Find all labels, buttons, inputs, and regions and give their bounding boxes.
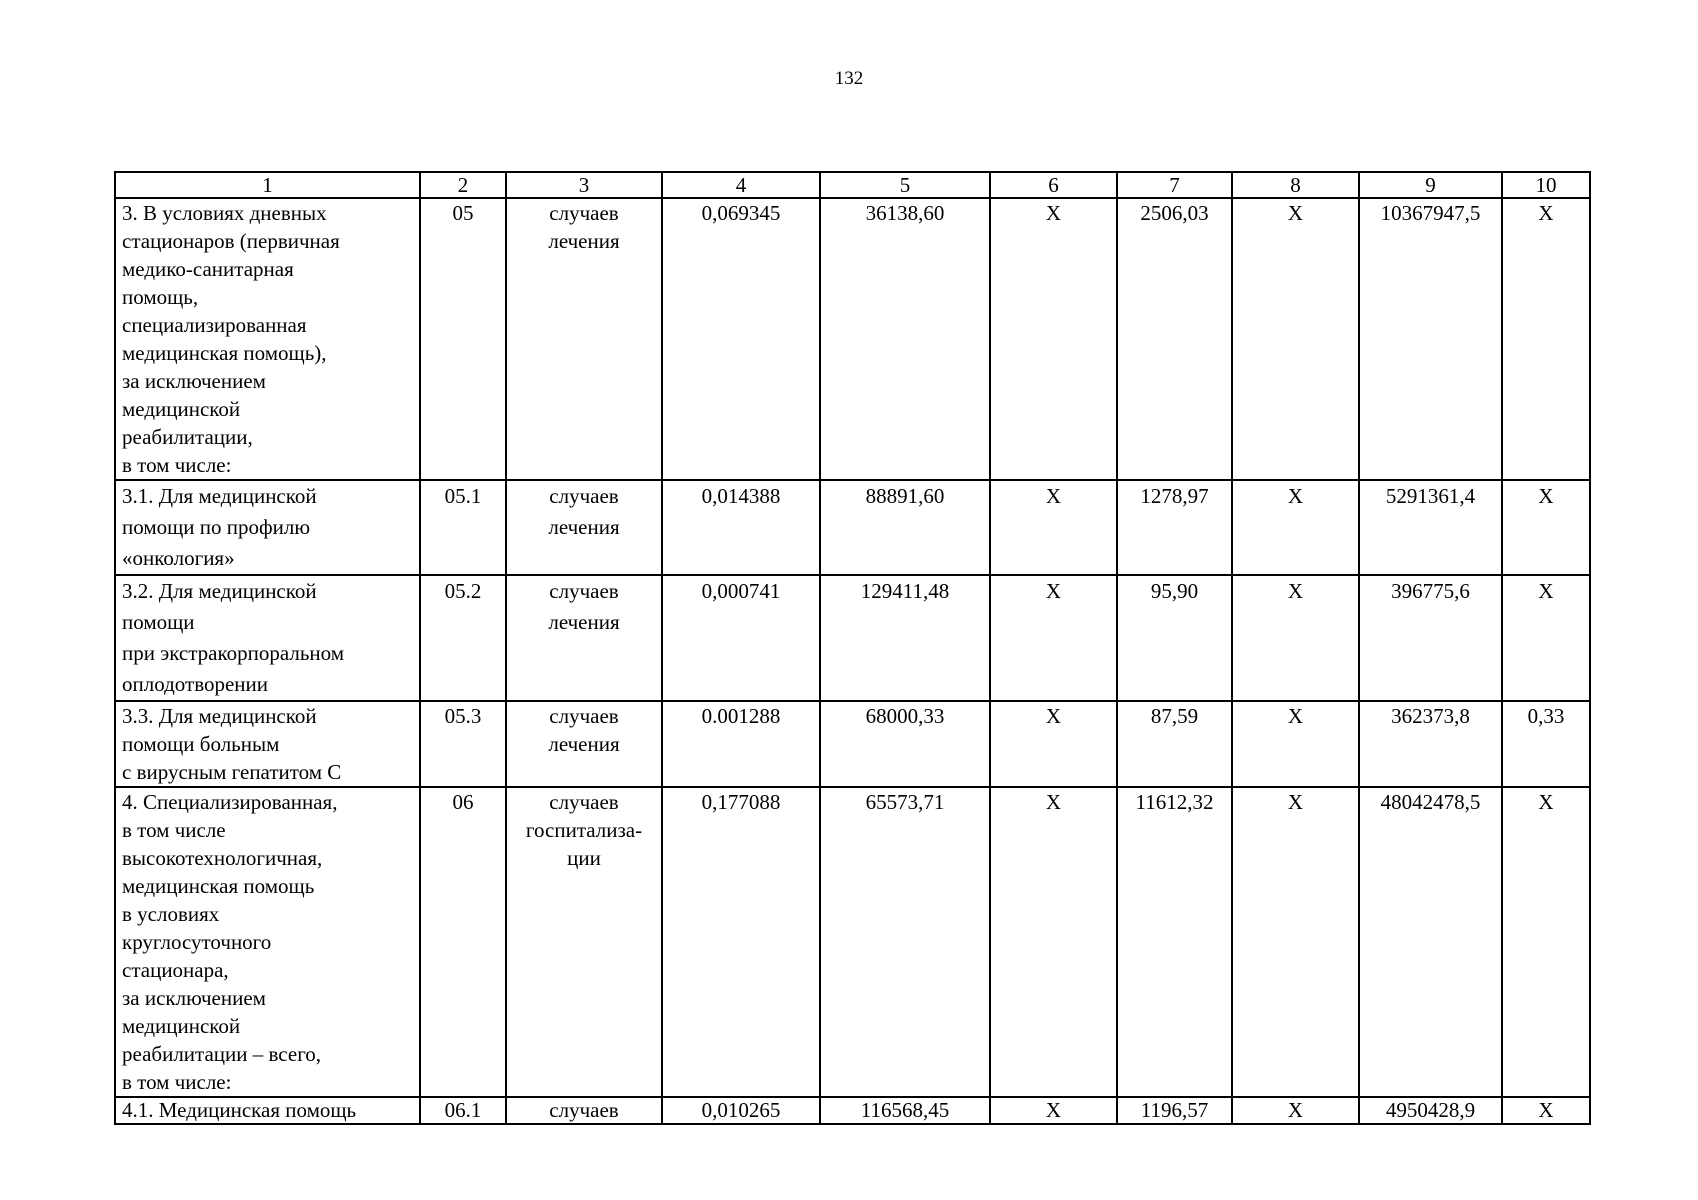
table-row <box>115 1097 1590 1124</box>
column-header-3: 3 <box>506 172 662 198</box>
column-header-2: 2 <box>420 172 506 198</box>
row-label: 4. Специализированная, в том числе высокотехнологичная, медицинская помощь в условиях круглосуточного стационара, за исключением медицинской реабилитации – всего, в том числе: <box>115 787 420 1097</box>
row-label: 4.1. Медицинская помощь <box>115 1097 420 1124</box>
row-value-4: 0,010265 <box>662 1097 820 1124</box>
row-code: 05.2 <box>420 575 506 701</box>
row-code: 05 <box>420 198 506 480</box>
row-value-7: 11612,32 <box>1117 787 1232 1097</box>
row-value-6: Х <box>990 1097 1117 1124</box>
row-value-5: 68000,33 <box>820 701 990 787</box>
row-value-8: Х <box>1232 480 1359 575</box>
column-header-1: 1 <box>115 172 420 198</box>
row-value-5: 65573,71 <box>820 787 990 1097</box>
row-value-9: 5291361,4 <box>1359 480 1502 575</box>
row-value-10: Х <box>1502 575 1590 701</box>
row-code: 06.1 <box>420 1097 506 1124</box>
row-label: 3.1. Для медицинской помощи по профилю «онкология» <box>115 480 420 575</box>
row-unit: случаев <box>506 1097 662 1124</box>
row-value-8: Х <box>1232 198 1359 480</box>
row-value-5: 88891,60 <box>820 480 990 575</box>
row-value-7: 1196,57 <box>1117 1097 1232 1124</box>
column-header-4: 4 <box>662 172 820 198</box>
row-value-8: Х <box>1232 575 1359 701</box>
row-value-5: 129411,48 <box>820 575 990 701</box>
row-value-4: 0,014388 <box>662 480 820 575</box>
row-unit: случаев лечения <box>506 701 662 787</box>
row-value-6: Х <box>990 198 1117 480</box>
row-unit: случаев лечения <box>506 480 662 575</box>
column-header-9: 9 <box>1359 172 1502 198</box>
row-value-4: 0,000741 <box>662 575 820 701</box>
row-value-4: 0,177088 <box>662 787 820 1097</box>
table-row <box>115 198 1590 480</box>
row-value-8: Х <box>1232 787 1359 1097</box>
row-value-10: 0,33 <box>1502 701 1590 787</box>
row-value-9: 10367947,5 <box>1359 198 1502 480</box>
row-value-10: Х <box>1502 480 1590 575</box>
row-value-6: Х <box>990 575 1117 701</box>
row-value-5: 36138,60 <box>820 198 990 480</box>
row-code: 05.3 <box>420 701 506 787</box>
row-value-6: Х <box>990 480 1117 575</box>
data-table <box>114 171 1591 1125</box>
row-code: 05.1 <box>420 480 506 575</box>
row-value-8: Х <box>1232 701 1359 787</box>
column-header-6: 6 <box>990 172 1117 198</box>
row-code: 06 <box>420 787 506 1097</box>
page-number: 132 <box>834 68 864 89</box>
column-header-5: 5 <box>820 172 990 198</box>
row-label: 3.3. Для медицинской помощи больным с вирусным гепатитом С <box>115 701 420 787</box>
table-row <box>115 575 1590 701</box>
row-value-7: 1278,97 <box>1117 480 1232 575</box>
row-unit: случаев лечения <box>506 198 662 480</box>
row-value-7: 95,90 <box>1117 575 1232 701</box>
row-value-9: 362373,8 <box>1359 701 1502 787</box>
row-value-6: Х <box>990 787 1117 1097</box>
row-value-6: Х <box>990 701 1117 787</box>
row-value-8: Х <box>1232 1097 1359 1124</box>
row-value-9: 48042478,5 <box>1359 787 1502 1097</box>
row-value-7: 87,59 <box>1117 701 1232 787</box>
row-value-10: Х <box>1502 787 1590 1097</box>
table-row <box>115 480 1590 575</box>
row-value-7: 2506,03 <box>1117 198 1232 480</box>
row-unit: случаев лечения <box>506 575 662 701</box>
table-header-row <box>115 172 1590 198</box>
row-value-5: 116568,45 <box>820 1097 990 1124</box>
row-value-10: Х <box>1502 198 1590 480</box>
table-row <box>115 787 1590 1097</box>
column-header-8: 8 <box>1232 172 1359 198</box>
row-value-4: 0.001288 <box>662 701 820 787</box>
row-unit: случаев госпитализа- ции <box>506 787 662 1097</box>
column-header-7: 7 <box>1117 172 1232 198</box>
row-label: 3. В условиях дневных стационаров (первичная медико-санитарная помощь, специализированная медицинская помощь), за исключением медицинской реабилитации, в том числе: <box>115 198 420 480</box>
row-value-10: Х <box>1502 1097 1590 1124</box>
column-header-10: 10 <box>1502 172 1590 198</box>
row-value-9: 4950428,9 <box>1359 1097 1502 1124</box>
table-row <box>115 701 1590 787</box>
row-value-4: 0,069345 <box>662 198 820 480</box>
row-label: 3.2. Для медицинской помощи при экстракорпоральном оплодотворении <box>115 575 420 701</box>
row-value-9: 396775,6 <box>1359 575 1502 701</box>
